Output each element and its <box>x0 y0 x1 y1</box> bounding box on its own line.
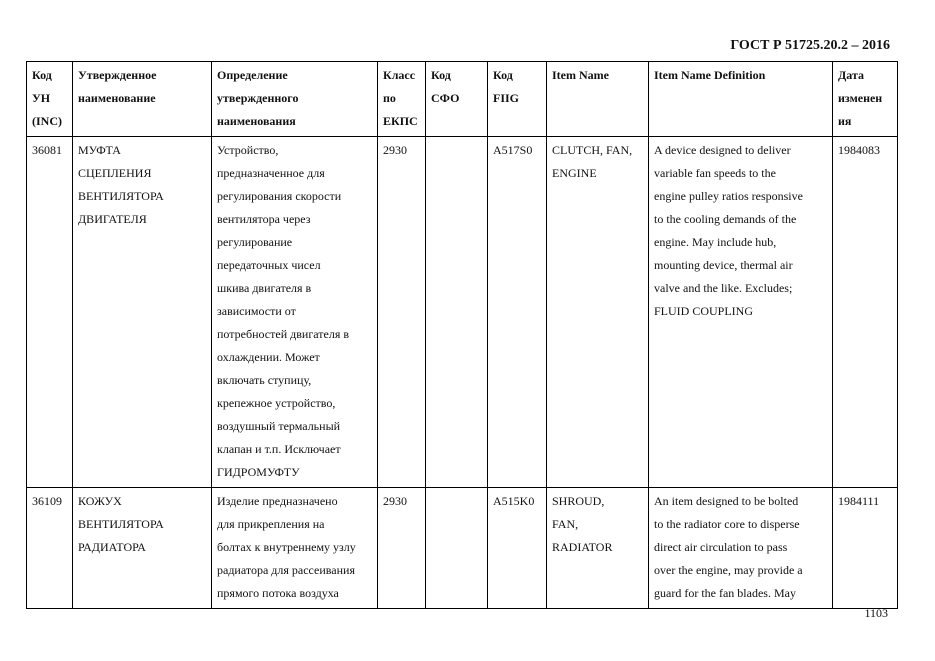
cell-item-name: SHROUD, FAN, RADIATOR <box>547 488 649 609</box>
cell-code: 36081 <box>27 137 73 488</box>
cell-definition: Изделие предназначено для прикрепления на болтах к внутреннему узлу радиатора для рассеивания прямого потока воздуха <box>212 488 378 609</box>
header-code-un: Код УН (INC) <box>27 62 73 137</box>
cell-sfo-code <box>426 137 488 488</box>
cell-code: 36109 <box>27 488 73 609</box>
cell-item-name: CLUTCH, FAN, ENGINE <box>547 137 649 488</box>
header-sfo-code: Код СФО <box>426 62 488 137</box>
cell-item-name-definition: An item designed to be bolted to the radiator core to disperse direct air circulation to pass over the engine, may provide a guard for the fan blades. May <box>649 488 833 609</box>
header-fiig-code: Код FIIG <box>488 62 547 137</box>
cell-approved-name: МУФТА СЦЕПЛЕНИЯ ВЕНТИЛЯТОРА ДВИГАТЕЛЯ <box>73 137 212 488</box>
header-approved-name: Утвержденное наименование <box>73 62 212 137</box>
cell-fiig-code: A517S0 <box>488 137 547 488</box>
cell-class: 2930 <box>378 488 426 609</box>
header-definition: Определение утвержденного наименования <box>212 62 378 137</box>
header-class: Класс по ЕКПС <box>378 62 426 137</box>
header-change-date: Дата изменен ия <box>833 62 898 137</box>
cell-item-name-definition: A device designed to deliver variable fan speeds to the engine pulley ratios responsive to the cooling demands of the engine. May include hub, mounting device, thermal air valve and the like. Excludes; FLUID COUPLING <box>649 137 833 488</box>
header-item-name: Item Name <box>547 62 649 137</box>
cell-fiig-code: A515K0 <box>488 488 547 609</box>
page-number: 1103 <box>864 606 888 620</box>
header-item-name-definition: Item Name Definition <box>649 62 833 137</box>
table-row <box>27 137 898 488</box>
cell-approved-name: КОЖУХ ВЕНТИЛЯТОРА РАДИАТОРА <box>73 488 212 609</box>
document-standard-title: ГОСТ Р 51725.20.2 – 2016 <box>730 38 890 53</box>
table-row <box>27 488 898 609</box>
cell-change-date: 1984083 <box>833 137 898 488</box>
cell-definition: Устройство, предназначенное для регулирования скорости вентилятора через регулирование передаточных чисел шкива двигателя в зависимости от потребностей двигателя в охлаждении. Может включать ступицу, крепежное устройство, воздушный термальный клапан и т.п. Исключает ГИДРОМУФТУ <box>212 137 378 488</box>
cell-change-date: 1984111 <box>833 488 898 609</box>
cell-class: 2930 <box>378 137 426 488</box>
cell-sfo-code <box>426 488 488 609</box>
item-name-table <box>26 61 898 609</box>
table-header-row <box>27 62 898 137</box>
